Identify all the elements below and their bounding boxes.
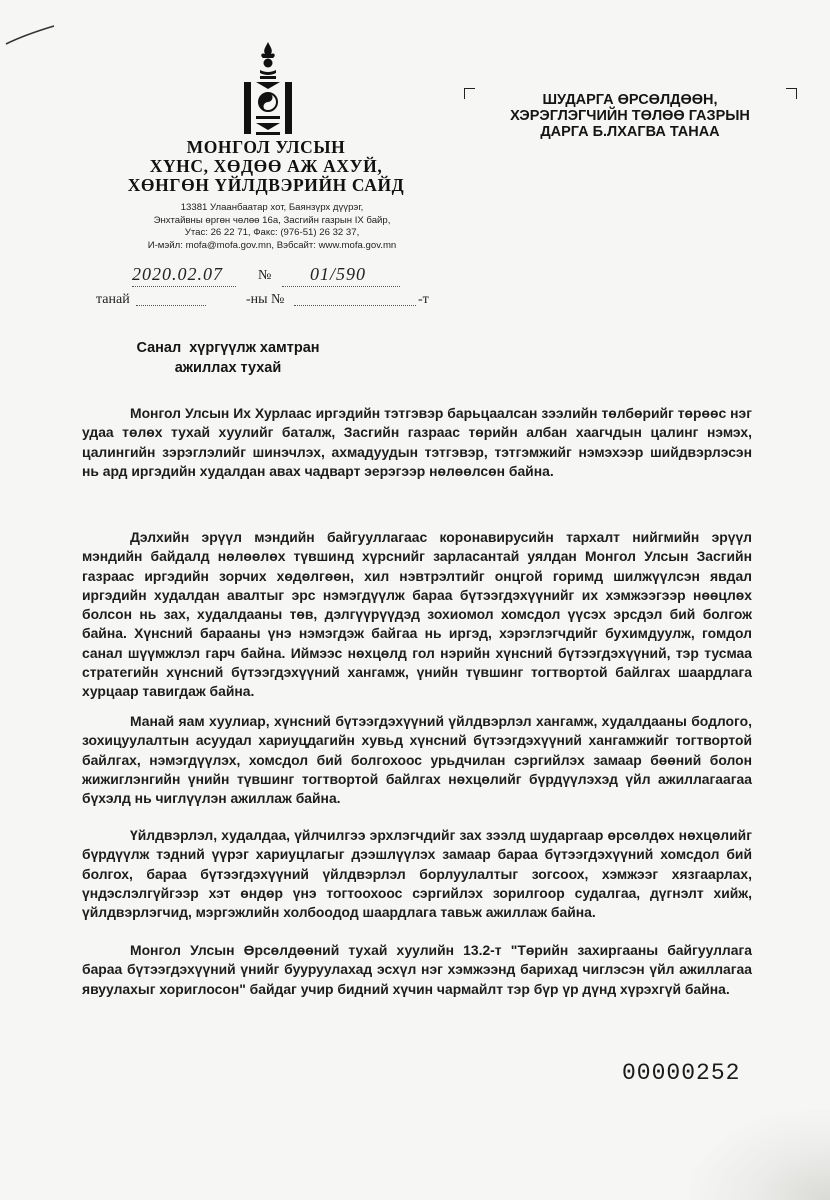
- reply-middle: -ны №: [246, 292, 285, 307]
- subject-line: ажиллах тухай: [174, 360, 282, 376]
- address-line: И-мэйл: mofa@mofa.gov.mn, Вэбсайт: www.mofa.gov.mn: [147, 239, 397, 251]
- recipient-line: ДАРГА Б.ЛХАГВА ТАНАА: [540, 124, 720, 140]
- ministry-name-line: МОНГОЛ УЛСЫН: [186, 137, 346, 157]
- ministry-name-line: ХӨНГӨН ҮЙЛДВЭРИЙН САЙД: [127, 175, 405, 195]
- date-underline: [132, 286, 236, 287]
- body-paragraph: Үйлдвэрлэл, худалдаа, үйлчилгээ эрхлэгчдийг зах зээлд шударгаар өрсөлдөх нөхцөлийг бүрдүүлж тэдний үүрэг хариуцлагыг дээшлүүлэх замаар бараа бүтээгдэхүүний хомсдол бий болгох, бараа бүтээгдэхүүний үйлдвэрлэл борлуулалтыг зогсоох, хэмжээг хязгаарлах, үндэслэлгүйгээр хэт өндөр үнэ тогтоохоос сэргийлэх зорилгоор судалгаа, дүгнэлт хийж, үйлдвэрлэгчид, мэргэжлийн холбоодод шаардлага тавьж ажиллаж байна.: [82, 827, 752, 921]
- body-paragraph: Монгол Улсын Их Хурлаас иргэдийн тэтгэвэр барьцаалсан зээлийн төлбөрийг төрөөс нэг удаа төлөх тухай хуулийг баталж, Засгийн газраас төрийн албан хаагчдын цалинг нэмэх, цалингийн зэрэглэлийг шинэчлэх, ахмадуудын тэтгэвэр, тэтгэмжийг нэмэхээр шийдвэрлэсэн нь ард иргэдийн худалдан авах чадварт эерэгээр нөлөөлсөн байна.: [82, 405, 752, 479]
- body-paragraph: Монгол Улсын Өрсөлдөөний тухай хуулийн 13.2-т "Төрийн захиргааны байгууллага бараа бүтээгдэхүүний үнийг бууруулахад эсхүл нэг хэмжээнд барихад чиглэсэн үйл ажиллагаа явуулахыг хориглосон" байдаг учир бидний хүчин чармайлт тэр бүр үр дүнд хүрэхгүй байна.: [82, 942, 752, 997]
- body-paragraph: Манай яам хуулиар, хүнсний бүтээгдэхүүний үйлдвэрлэл хангамж, худалдааны бодлого, зохицуулалтын асуудал хариуцдагийн хувьд хүнсний бүтээгдэхүүний хангамжийг тогтвортой байлгах, нэмэгдүүлэх, хомсдол бий болгохоос урьдчилан сэргийлэх замаар бөөний болон жижиглэнгийн үнийн түвшинг тогтвортой байлгах нөхцөлийг бүрдүүлэхэд үйл ажиллагаагаа бүхэлд нь чиглүүлэн ажиллаж байна.: [82, 713, 752, 807]
- reply-date-blank: [136, 305, 206, 306]
- subject-line: Санал хүргүүлж хамтран: [136, 340, 320, 356]
- reply-suffix: -т: [418, 292, 429, 307]
- recipient-line: ШУДАРГА ӨРСӨЛДӨӨН,: [542, 92, 718, 108]
- number-underline: [282, 286, 400, 287]
- reply-number-blank: [294, 305, 416, 306]
- reply-reference: [96, 292, 436, 314]
- body-paragraph: Дэлхийн эрүүл мэндийн байгууллагаас коронавирусийн тархалт нийгмийн эрүүл мэндийн байдалд нөлөөлөх түвшинд хүрснийг зарласантай уялдан Монгол Улсын Засгийн газраас иргэдийн зорчих хөдөлгөөн, хил нэвтрэлтийг онцгой горимд шилжүүлсэн явдал иргэдийн худалдан авалтыг эрс нэмэгдүүлж бараа бүтээгдэхүүнийг их хэмжээгээр нөөцлөх болсон нь зах, худалдааны төв, дэлгүүрүүдэд зохиомол хомсдол үүсэх эрсдэл бий болгож байна. Хүнсний барааны үнэ нэмэгдэж байгаа нь иргэд, хэрэглэгчдийг бухимдуулж, гомдол санал шүүмжлэл гарч байна. Иймээс нөхцөлд гол нэрийн хүнсний бүтээгдэхүүний, тэр тусмаа стратегийн хүнсний бүтээгдэхүүний хангамж, үнийн түвшинг тогтвортой байлгах шаардлага хурцаар тавигдаж байна.: [82, 529, 752, 700]
- ministry-name: [96, 138, 436, 195]
- pen-mark-icon: [4, 24, 56, 48]
- recipient-line: ХЭРЭГЛЭГЧИЙН ТӨЛӨӨ ГАЗРЫН: [510, 108, 750, 124]
- address-line: Утас: 26 22 71, Факс: (976-51) 26 32 37,: [184, 227, 360, 239]
- ministry-address: [112, 202, 432, 252]
- letter-reference: [132, 262, 412, 288]
- state-emblem-icon: [238, 40, 298, 140]
- letter-subject: [118, 338, 338, 378]
- number-label: №: [258, 268, 272, 283]
- document-serial-number: 00000252: [622, 1060, 741, 1086]
- letter-date: 2020.02.07: [132, 264, 223, 284]
- reply-prefix: танай: [96, 292, 130, 307]
- letter-number: 01/590: [310, 264, 367, 284]
- page-corner-shadow: [690, 1110, 830, 1200]
- address-line: 13381 Улаанбаатар хот, Баянзүрх дүүрэг,: [180, 202, 364, 213]
- ministry-name-line: ХҮНС, ХӨДӨӨ АЖ АХУЙ,: [149, 156, 383, 176]
- address-line: Энхтайвны өргөн чөлөө 16а, Засгийн газрын IX байр,: [153, 214, 391, 226]
- recipient-block: [470, 92, 790, 140]
